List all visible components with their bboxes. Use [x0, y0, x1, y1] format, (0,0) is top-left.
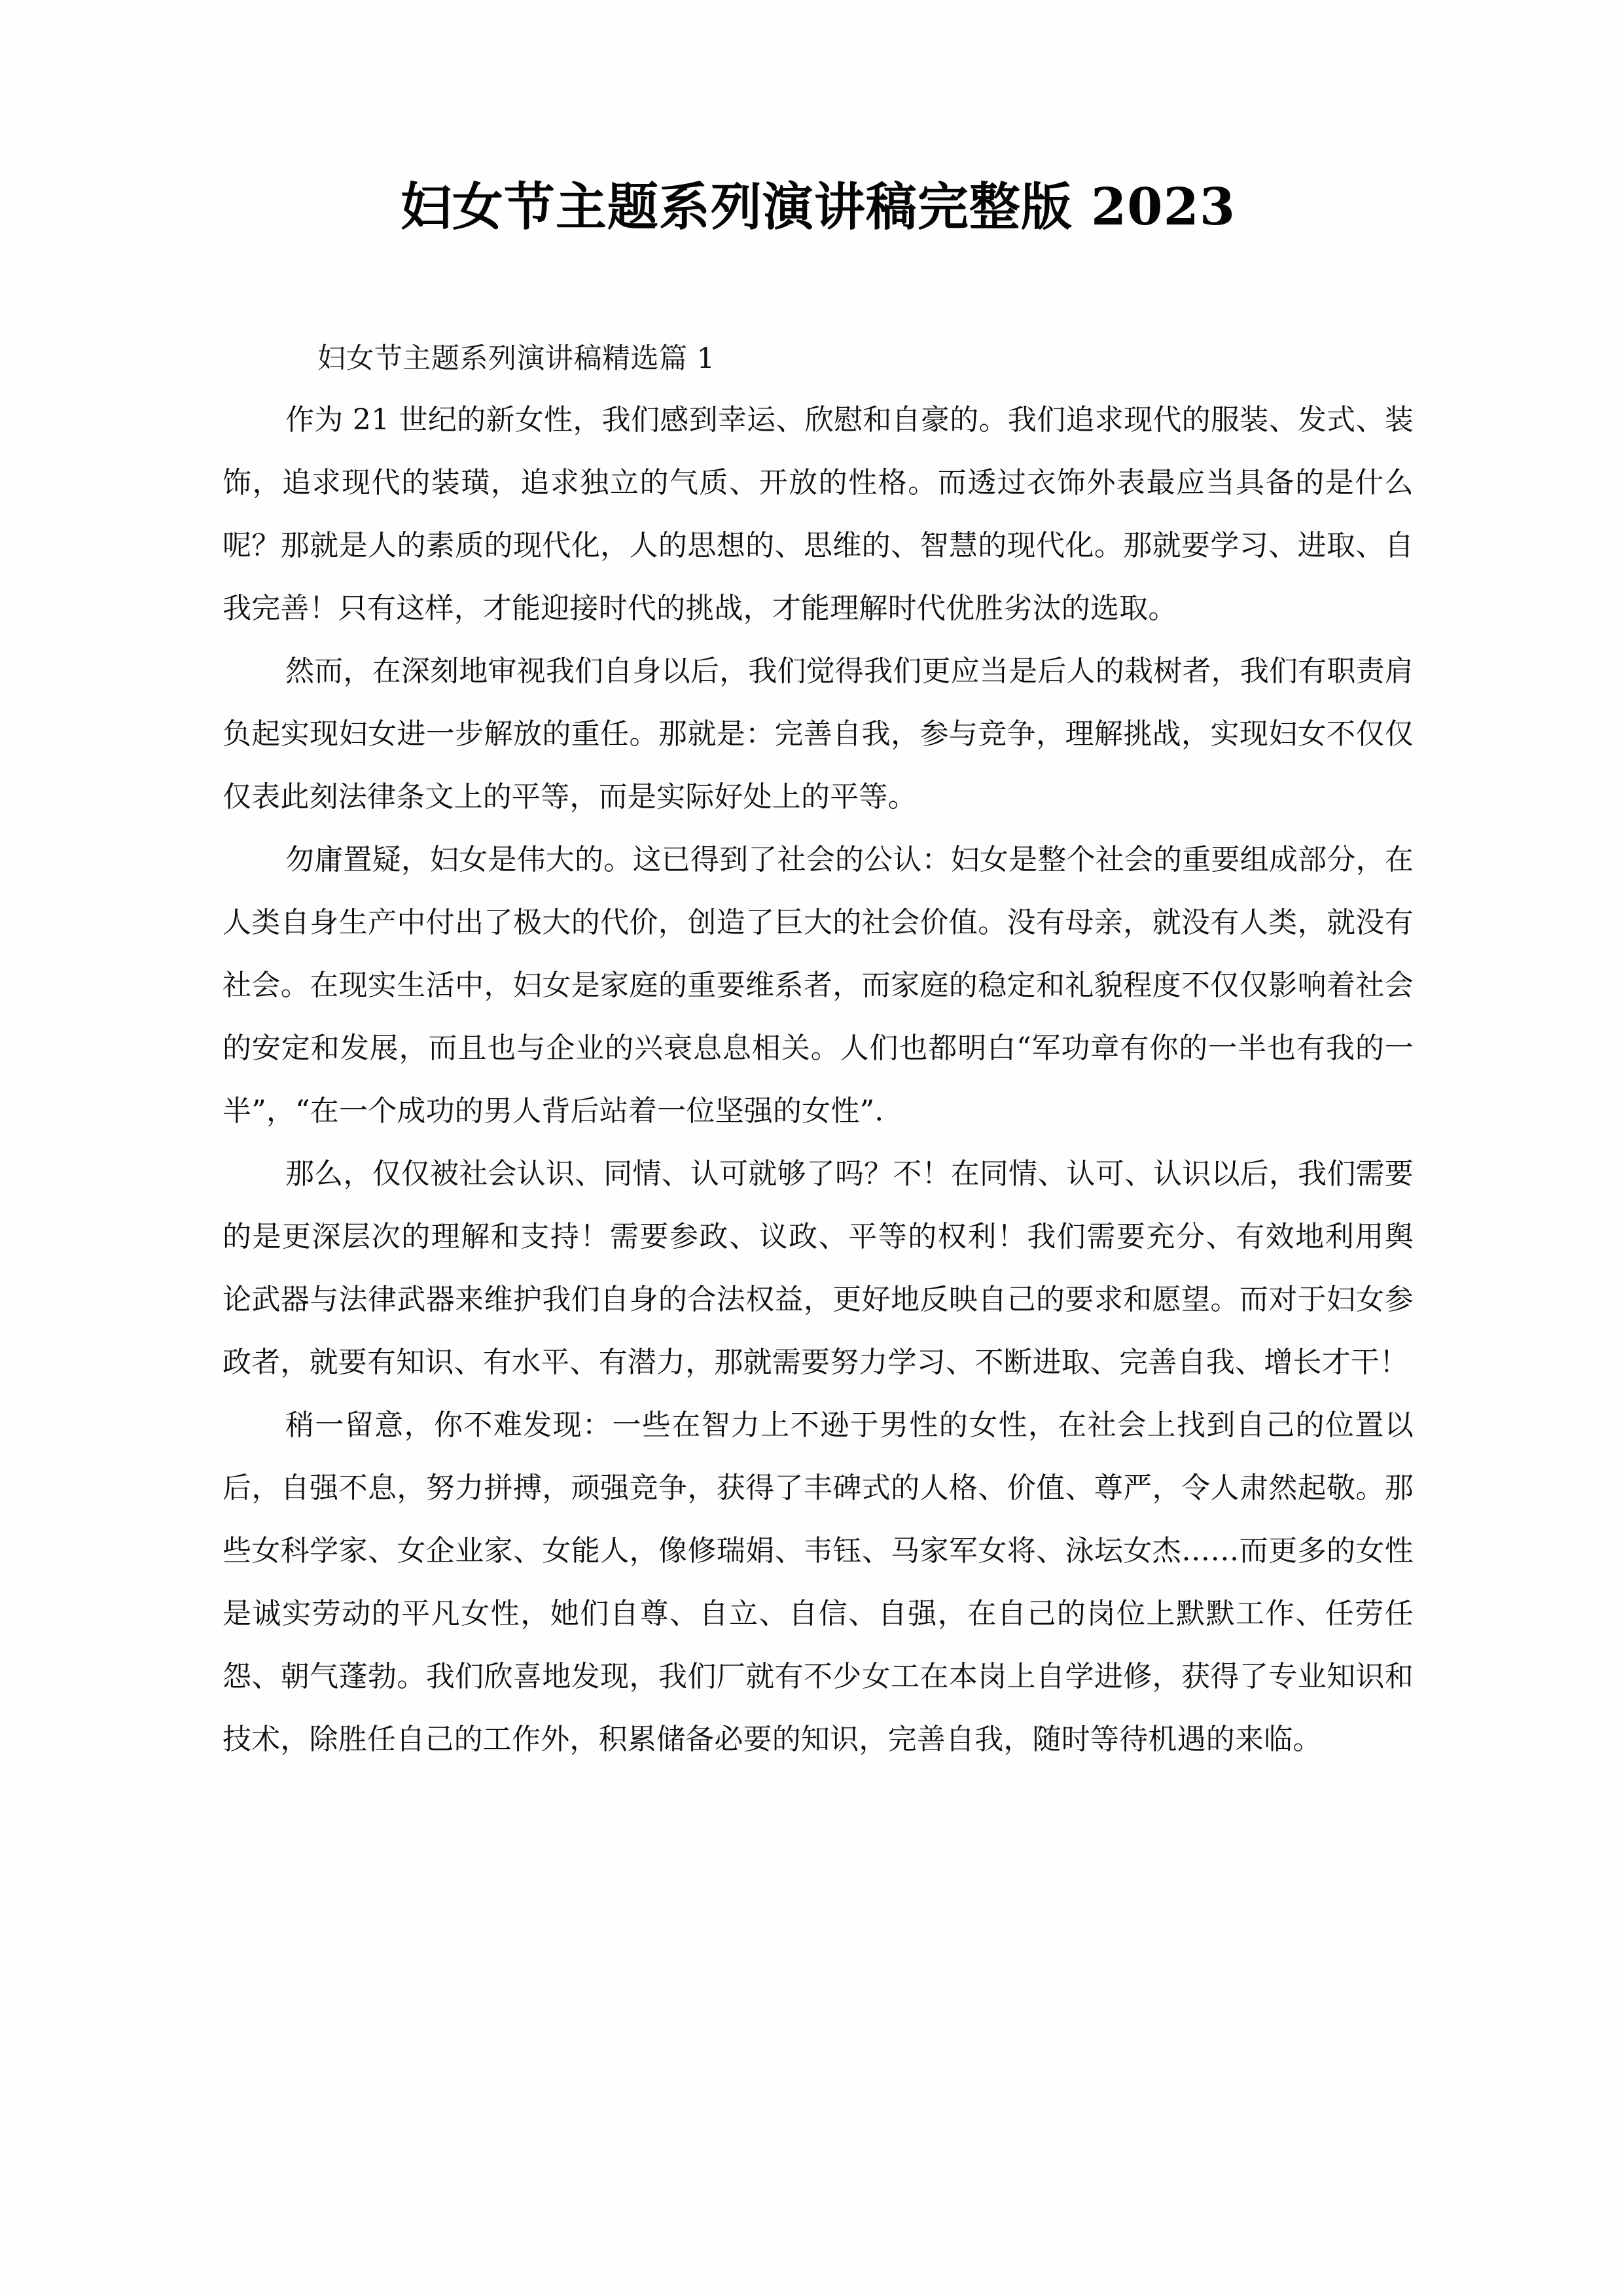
paragraph: 勿庸置疑，妇女是伟大的。这已得到了社会的公认：妇女是整个社会的重要组成部分，在人类自身生产中付出了极大的代价，创造了巨大的社会价值。没有母亲，就没有人类，就没有社会。在现实生活中，妇女是家庭的重要维系者，而家庭的稳定和礼貌程度不仅仅影响着社会的安定和发展，而且也与企业的兴衰息息相关。人们也都明白“军功章有你的一半也有我的一半”，“在一个成功的男人背后站着一位坚强的女性”.	[223, 843, 1414, 1128]
paragraph: 那么，仅仅被社会认识、同情、认可就够了吗？不！在同情、认可、认识以后，我们需要的是更深层次的理解和支持！需要参政、议政、平等的权利！我们需要充分、有效地利用舆 论武器与法律武器来维护我们自身的合法权益，更好地反映自己的要求和愿望。而对于妇女参政者，就要有知识、有水平、有潜力，那就需要努力学习、不断进取、完善自我、增长才干！	[223, 1157, 1414, 1379]
document-subtitle: 妇女节主题系列演讲稿精选篇 1	[317, 342, 715, 375]
document-body	[223, 389, 1414, 1771]
paragraph: 作为 21 世纪的新女性，我们感到幸运、欣慰和自豪的。我们追求现代的服装、发式、装饰，追求现代的装璜，追求独立的气质、开放的性格。而透过衣饰外表最应当具备的是什么呢？那就是人的素质的现代化，人的思想的、思维的、智慧的现代化。那就要学习、进取、自我完善！只有这样，才能迎接时代的挑战，才能理解时代优胜劣汰的选取。	[223, 403, 1414, 625]
paragraph: 然而，在深刻地审视我们自身以后，我们觉得我们更应当是后人的栽树者，我们有职责肩负起实现妇女进一步解放的重任。那就是：完善自我，参与竞争，理解挑战，实现妇女不仅仅仅表此刻法律条文上的平等，而是实际好处上的平等。	[223, 655, 1414, 814]
paragraph: 稍一留意，你不难发现：一些在智力上不逊于男性的女性，在社会上找到自己的位置以后，自强不息，努力拼搏，顽强竞争，获得了丰碑式的人格、价值、尊严，令人肃然起敬。那些女科学家、女企业家、女能人，像修瑞娟、韦钰、马家军女将、泳坛女杰……而更多的女性是诚实劳动的平凡女性，她们自尊、自立、自信、自强，在自己的岗位上默默工作、任劳任怨、朝气蓬勃。我们欣喜地发现，我们厂就有不少女工在本岗上自学进修，获得了专业知识和技术，除胜任自己的工作外，积累储备必要的知识，完善自我，随时等待机遇的来临。	[223, 1408, 1414, 1756]
document-title: 妇女节主题系列演讲稿完整版 2023	[400, 177, 1236, 237]
